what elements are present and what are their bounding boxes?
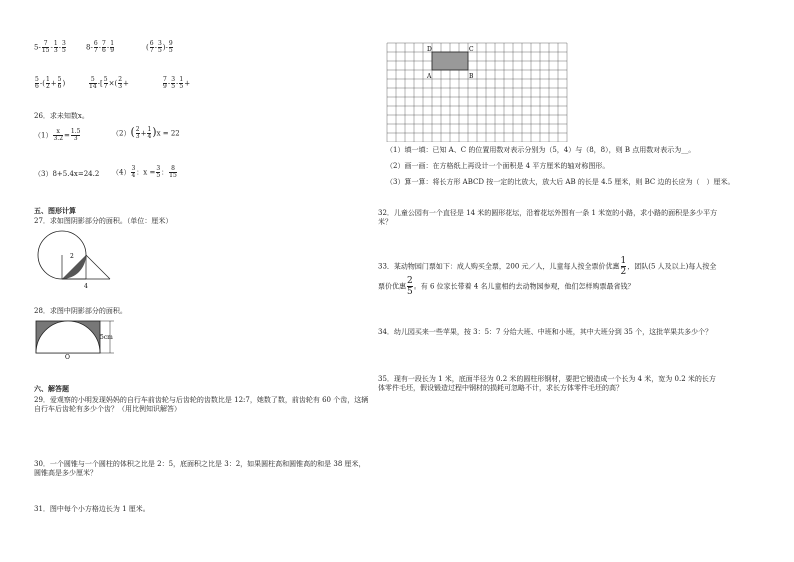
grid-label-b: B	[469, 73, 474, 80]
q33-line2: 票价优惠 $\frac{2}{5}$ 。有 6 位家长带着 4 名儿童相约去动物园参观，他们怎样购票最省钱？	[378, 276, 635, 297]
q27-radius-label: 2	[70, 253, 74, 260]
q33-line1: 33．某动物园门票如下：成人购买全票，200 元／人，儿童每人按全票价优惠 $\frac{1}{2}$ ，团队(5 人及以上)每人按全	[378, 256, 717, 277]
calc-2: 8- $\frac{6}{7}$ - $\frac{7}{6}$ - $\frac{1}{9}$	[86, 40, 115, 54]
q26-3: （3）8+5.4x=24.2	[34, 170, 100, 178]
q31-1-text: （1）填一填：已知 A、C 的位置用数对表示分别为（5，4）与（8，8），则 B 点用数对表示为__。	[386, 146, 696, 154]
calc-4: $\frac{5}{6}$ -( $\frac{1}{2}$ + $\frac{5}{6}$ )	[35, 76, 66, 90]
section-5-title: 五、图形计算	[34, 206, 76, 215]
q29-text: 29．爱观察的小明发现妈妈的自行车前齿轮与后齿轮的齿数比是 12:7，她数了数，前齿轮有 60 个齿，这辆自行车后齿轮有多少个齿？（用比例知识解答）	[34, 396, 369, 413]
grid-figure	[386, 42, 576, 142]
q28-text: 28．求图中阴影部分的面积。	[34, 307, 127, 315]
q34-text: 34．幼儿园买来一些苹果，按 3：5：7 分给大班、中班和小班，其中大班分到 35 个，这批苹果共多少个？	[378, 328, 713, 336]
q27-base-label: 4	[84, 283, 88, 290]
q32-text: 32．儿童公园有一个直径是 14 米的圆形花坛，沿着花坛外围有一条 1 米宽的小路，求小路的面积是多少平方米？	[378, 209, 718, 226]
q26-2: （2）( $\frac{2}{3}$ + $\frac{1}{4}$ )x = 22	[112, 125, 180, 140]
q27-figure	[36, 228, 116, 290]
q26-1: （1） $\frac{x}{3.2}$ = $\frac{1.5}{3}$	[34, 128, 81, 142]
q28-dim-label: 5cm	[100, 334, 113, 341]
calc-1: 5- $\frac{7}{15}$ - $\frac{1}{3}$ - $\frac{3}{5}$	[34, 40, 66, 54]
calc-5: $\frac{5}{14}$ -[ $\frac{5}{7}$ ×( $\frac{2}{3}$ +	[89, 76, 129, 90]
section-6-title: 六、解答题	[34, 384, 69, 393]
calc-6: $\frac{7}{9}$ - $\frac{3}{5}$ - $\frac{1}{5}$ +	[163, 76, 191, 90]
q26-4: （4） $\frac{3}{4}$ ：x = $\frac{3}{5}$ ： $\frac{8}{15}$	[112, 165, 177, 179]
q31-3-text: （3）算一算：将长方形 ABCD 按一定的比放大，放大后 AB 的长是 4.5 厘米，则 BC 边的长应为（ ）厘米。	[386, 178, 735, 186]
q28-figure	[30, 318, 130, 360]
q28-center-label: O	[65, 354, 70, 360]
q27-text: 27．求如图阴影部分的面积。（单位：厘米）	[34, 217, 173, 225]
q30-text: 30．一个圆锥与一个圆柱的体积之比是 2：5，底面积之比是 3：2，如果圆柱高和圆锥高的和是 38 厘米，圆锥高是多少厘米？	[34, 460, 366, 477]
q31-text: 31．图中每个小方格边长为 1 厘米。	[34, 505, 150, 513]
grid-label-c: C	[469, 46, 474, 53]
grid-label-a: A	[427, 73, 432, 80]
grid-label-d: D	[427, 46, 432, 53]
calc-3: ( $\frac{6}{7}$ - $\frac{3}{5}$ )- $\frac{9}{5}$	[146, 40, 173, 54]
q31-2-text: （2）画一画：在方格纸上再设计一个面积是 4 平方厘米的轴对称图形。	[386, 162, 610, 170]
q26-title: 26．求未知数x。	[34, 112, 89, 120]
q35-text: 35．现有一段长为 1 米，底面半径为 0.2 米的圆柱形钢材，要把它锻造成一个长为 4 米，宽为 0.2 米的长方体零件毛坯，假设锻造过程中钢材的损耗可忽略不计，求长方体零件毛坯的高？	[378, 375, 716, 392]
